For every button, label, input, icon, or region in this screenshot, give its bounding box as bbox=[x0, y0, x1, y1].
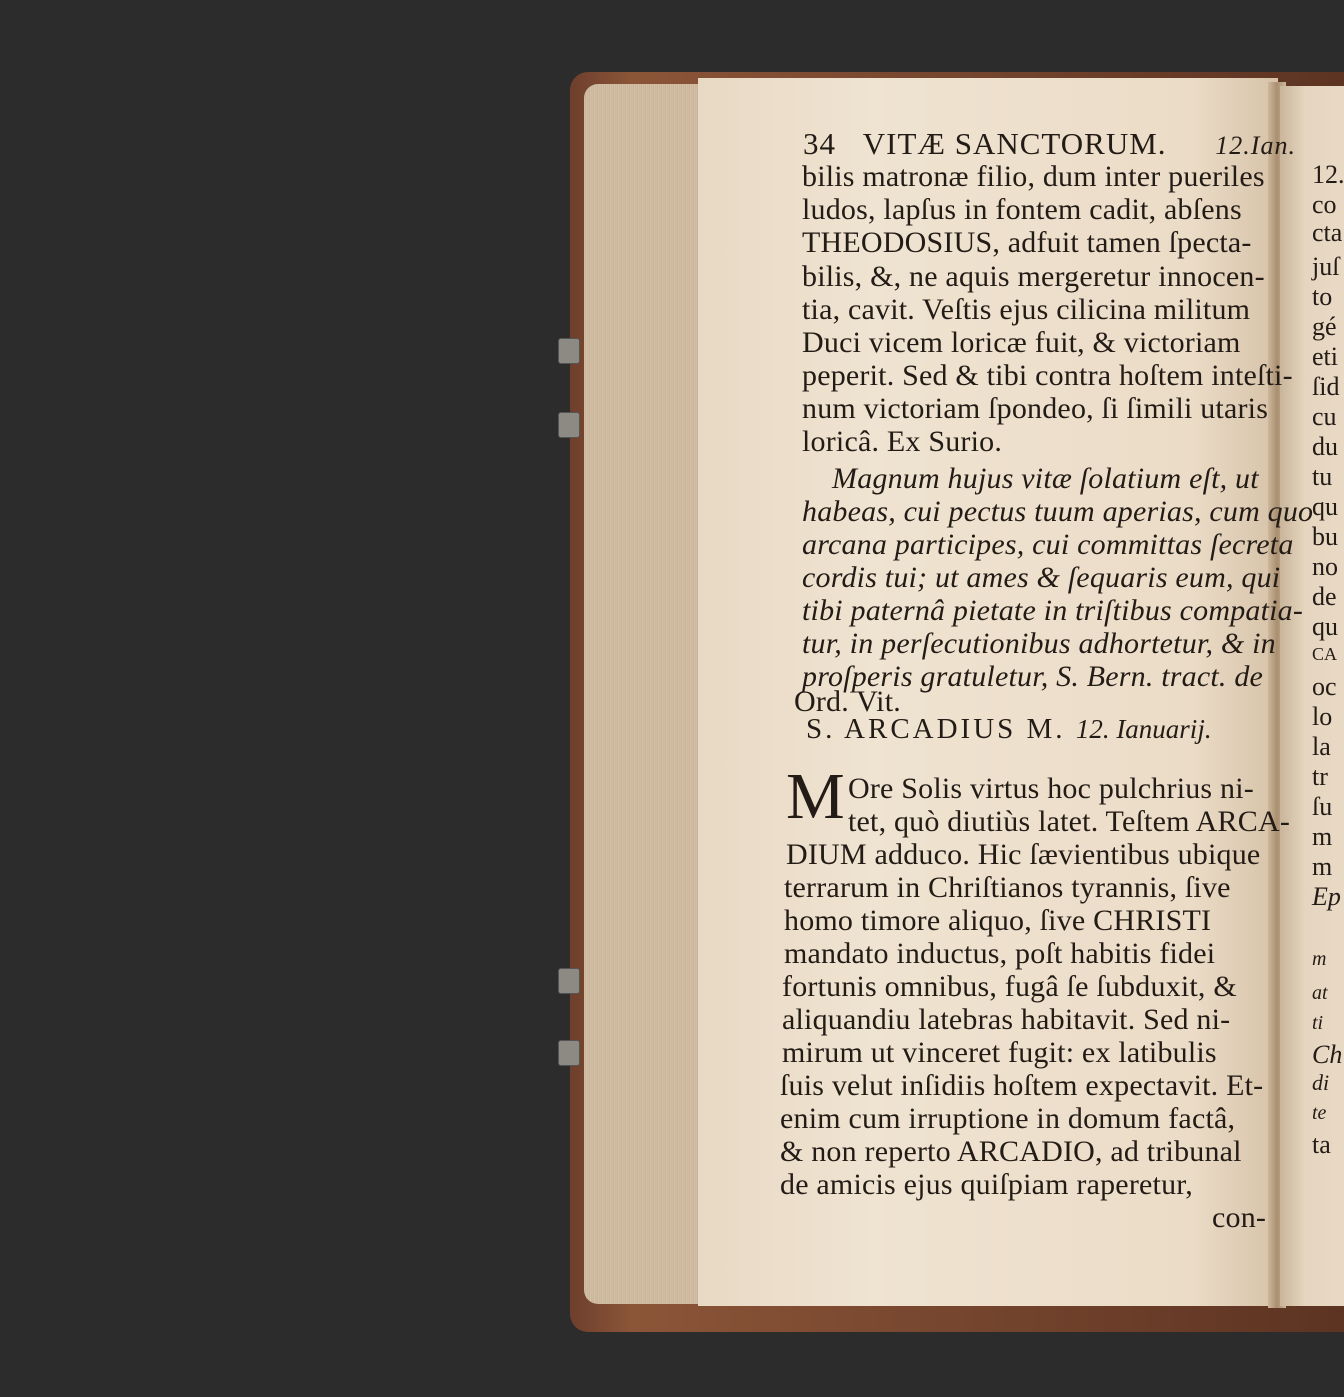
fragment: juſ bbox=[1312, 252, 1340, 281]
text-line: tet, quò diutiùs latet. Teſtem ARCA- bbox=[848, 805, 1291, 838]
header-date: 12.Ian. bbox=[1215, 131, 1296, 160]
text-line: num victoriam ſpondeo, ſi ſimili utaris bbox=[802, 392, 1269, 425]
page-number: 34 bbox=[803, 126, 836, 161]
catchword: con- bbox=[1212, 1201, 1267, 1234]
fragment: de bbox=[1312, 582, 1337, 611]
fragment: ta bbox=[1312, 1130, 1331, 1159]
clasp-hinge bbox=[558, 338, 580, 364]
fragment: lo bbox=[1312, 702, 1333, 731]
text-line: ludos, lapſus in fontem cadit, abſens bbox=[802, 193, 1242, 226]
fragment: eti bbox=[1312, 342, 1338, 371]
fragment: m bbox=[1312, 852, 1333, 881]
fragment: gé bbox=[1312, 312, 1337, 341]
fragment: la bbox=[1312, 732, 1331, 761]
drop-cap: M bbox=[786, 760, 845, 833]
section-date: 12. Ianuarij. bbox=[1075, 714, 1212, 744]
text-line: bilis, &, ne aquis mergeretur innocen- bbox=[802, 260, 1265, 293]
quote-line: tur, in perſecutionibus adhortetur, & in bbox=[802, 627, 1276, 660]
quote-line: arcana participes, cui committas ſecreta bbox=[802, 528, 1294, 561]
fragment: bu bbox=[1312, 522, 1338, 551]
clasp-hinge bbox=[558, 412, 580, 438]
fragment: oc bbox=[1312, 672, 1337, 701]
clasp-hinge bbox=[558, 968, 580, 994]
fragment: m bbox=[1312, 822, 1333, 851]
text-line: tia, cavit. Veſtis ejus cilicina militum bbox=[802, 293, 1251, 326]
fragment: co bbox=[1312, 190, 1337, 219]
text-line: Duci vicem loricæ fuit, & victoriam bbox=[802, 326, 1241, 359]
text-line: & non reperto ARCADIO, ad tribunal bbox=[780, 1135, 1242, 1168]
section-title bbox=[806, 713, 1212, 746]
text-line: aliquandiu latebras habitavit. Sed ni- bbox=[782, 1003, 1231, 1036]
text-line: mandato inductus, poſt habitis fidei bbox=[784, 937, 1216, 970]
fragment: qu bbox=[1312, 492, 1338, 521]
text-line: THEODOSIUS, adfuit tamen ſpecta- bbox=[802, 226, 1252, 259]
text-line: homo timore aliquo, ſive CHRISTI bbox=[784, 904, 1212, 937]
text-line: mirum ut vinceret fugit: ex latibulis bbox=[782, 1036, 1217, 1069]
running-title: VITÆ SANCTORUM. bbox=[862, 126, 1167, 161]
fragment: to bbox=[1312, 282, 1333, 311]
fragment: no bbox=[1312, 552, 1338, 581]
text-line: loricâ. Ex Surio. bbox=[802, 425, 1003, 458]
page-edges bbox=[584, 84, 704, 1304]
fragment: Ep bbox=[1312, 882, 1341, 911]
text-line: enim cum irruptione in domum factâ, bbox=[780, 1102, 1236, 1135]
fragment: at bbox=[1312, 982, 1328, 1004]
quote-line: Ord. Vit. bbox=[794, 685, 901, 718]
text-line: peperit. Sed & tibi contra hoſtem inteſti- bbox=[802, 359, 1293, 392]
fragment: ſu bbox=[1312, 792, 1333, 821]
quote-line: habeas, cui pectus tuum aperias, cum quo bbox=[802, 495, 1314, 528]
text-line: DIUM adduco. Hic ſævientibus ubique bbox=[786, 838, 1261, 871]
fragment: di bbox=[1312, 1070, 1330, 1095]
text-line: fortunis omnibus, fugâ ſe ſubduxit, & bbox=[782, 970, 1237, 1003]
fragment: tu bbox=[1312, 462, 1333, 491]
fragment: CA bbox=[1312, 644, 1338, 664]
fragment: ſid bbox=[1312, 372, 1340, 401]
running-header bbox=[803, 126, 1296, 162]
text-line: bilis matronæ filio, dum inter pueriles bbox=[802, 160, 1265, 193]
text-line: Ore Solis virtus hoc pulchrius ni- bbox=[848, 772, 1254, 805]
fragment: qu bbox=[1312, 612, 1338, 641]
quote-line: Magnum hujus vitæ ſolatium eſt, ut bbox=[832, 462, 1259, 495]
fragment: m bbox=[1312, 948, 1327, 970]
fragment: cta bbox=[1312, 218, 1343, 247]
fragment: cu bbox=[1312, 402, 1337, 431]
fragment: te bbox=[1312, 1102, 1327, 1124]
fragment: ti bbox=[1312, 1012, 1324, 1034]
fragment: 12. bbox=[1312, 160, 1344, 189]
text-line: de amicis ejus quiſpiam raperetur, bbox=[780, 1168, 1193, 1201]
text-line: ſuis velut inſidiis hoſtem expectavit. Et- bbox=[780, 1069, 1264, 1102]
saint-name: S. ARCADIUS M. bbox=[806, 713, 1066, 745]
fragment: Ch bbox=[1312, 1040, 1343, 1069]
fragment: du bbox=[1312, 432, 1338, 461]
quote-line: cordis tui; ut ames & ſequaris eum, qui bbox=[802, 561, 1281, 594]
text-line: terrarum in Chriſtianos tyrannis, ſive bbox=[784, 871, 1231, 904]
clasp-hinge bbox=[558, 1040, 580, 1066]
fragment: tr bbox=[1312, 762, 1328, 791]
quote-line: tibi paternâ pietate in triſtibus compatia- bbox=[802, 594, 1304, 627]
quote-line: proſperis gratuletur, S. Bern. tract. de bbox=[802, 660, 1264, 693]
